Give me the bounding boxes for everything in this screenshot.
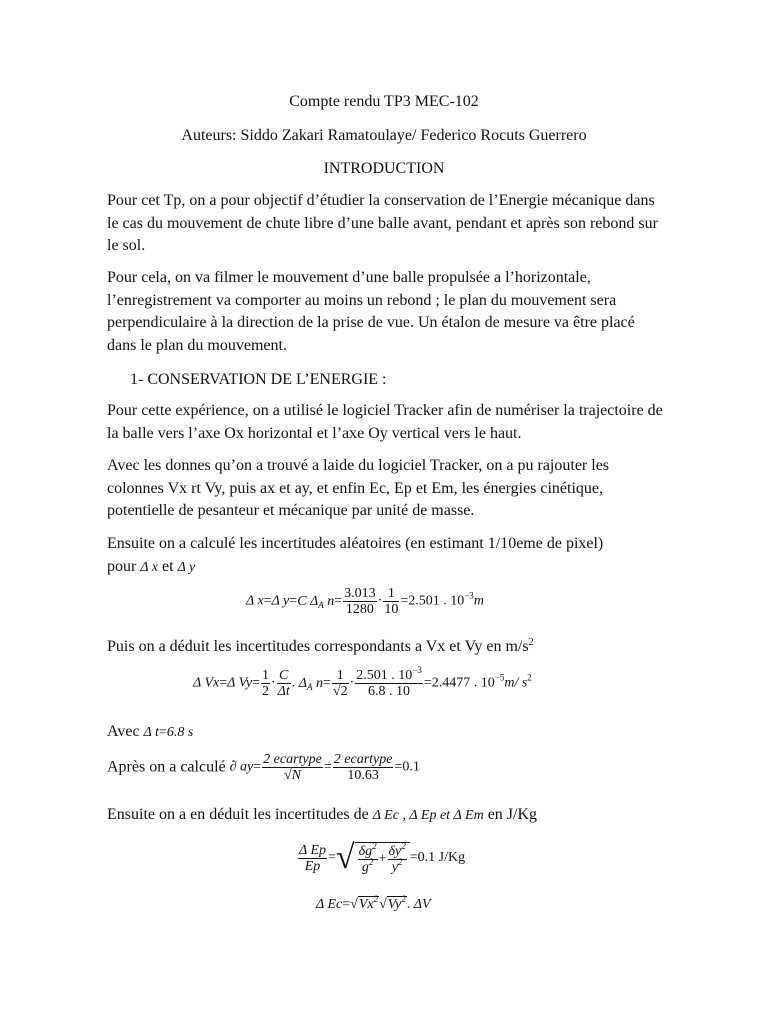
paragraph-ensuite: Ensuite on a en déduit les incertitudes de Δ Ec , Δ Ep et Δ Em en J/Kg [107, 806, 538, 823]
equation-delta-ec: Δ $Ec=√Vx^2√Vy^2$. ΔV [316, 894, 431, 912]
paragraph-tracker: Pour cette expérience, on a utilisé le logiciel Tracker afin de numériser la trajectoire de la balle vers l’axe Ox horizontal et l’axe Oy vertical vers le haut. [107, 402, 663, 442]
et-label: et [162, 557, 174, 575]
document-title: Compte rendu TP3 MEC-102 [289, 93, 479, 110]
intro-paragraph-2: Pour cela, on va filmer le mouvement d’une balle propulsée a l’horizontale, l’enregistrement va comporter au moins un rebond ; le plan du mouvement sera perpendiculaire à la direction de la prise de vue. Un étalon de mesure va être placé dans le plan du mouvement. [107, 269, 635, 354]
paragraph-avec: Avec Δ t=6.8 s [107, 723, 194, 740]
equation-delta-ep: $\frac{\text{Δ Ep}}{Ep}$ =√ $\frac{\delta g^2}{g^2}$ + $\frac{\delta y^2}{y^2}$ =0.1 J/Kg [299, 839, 466, 876]
incertitudes-line-1: Ensuite on a calculé les incertitudes aléatoires (en estimant 1/10eme de pixel) [107, 535, 604, 552]
introduction-heading: INTRODUCTION [323, 160, 445, 177]
paragraph-apres: Après on a calculé ∂ ay= $\frac{\text{2 ecartype}}{√N}$ = $\frac{\text{2 ecartype}}{10.63}$ =0.1 [107, 752, 420, 783]
paragraph-incertitudes: Ensuite on a calculé les incertitudes aléatoires (en estimant 1/10eme de pixel) pour Δ x et Δ y [107, 535, 604, 575]
section-heading-conservation: 1- CONSERVATION DE L’ENERGIE : [130, 371, 387, 388]
intro-paragraph-1: Pour cet Tp, on a pour objectif d’étudier la conservation de l’Energie mécanique dans le cas du mouvement de chute libre d’une balle avant, pendant et après son rebond sur le sol. [107, 192, 658, 254]
paragraph-colonnes: Avec les donnes qu’on a trouvé a laide du logiciel Tracker, on a pu rajouter les colonnes Vx rt Vy, puis ax et ay, et enfin Ec, Ep et Em, les énergies cinétique, potentielle de pesanteur et mécanique par unité de masse. [107, 457, 610, 519]
paragraph-vx-vy: Puis on a déduit les incertitudes correspondants a Vx et Vy en $m/s^2$ [107, 637, 534, 655]
equation-delta-vx: Δ Vx=Δ Vy= $\frac{1}{2}$ · $\frac{C}{\Delta t}$ . $\Delta_A$ n= $\frac{1}{√2}$ · $\frac{2.501 . 10^{-3}}{6.8 . 10}$ =2.4477 . $10^{-5}m/$ $s^2$ [193, 665, 532, 699]
equation-delta-x: Δ x=Δ y=C $\Delta_A$ n= $\frac{3.013}{1280}$ · $\frac{1}{10}$ =2.501 . $10^{-3}m$ [246, 586, 484, 617]
pour-label: pour [107, 557, 137, 575]
authors-line: Auteurs: Siddo Zakari Ramatoulaye/ Federico Rocuts Guerrero [181, 127, 587, 144]
equation-delta-ay: ∂ ay= $\frac{\text{2 ecartype}}{√N}$ = $\frac{\text{2 ecartype}}{10.63}$ =0.1 [229, 752, 420, 783]
